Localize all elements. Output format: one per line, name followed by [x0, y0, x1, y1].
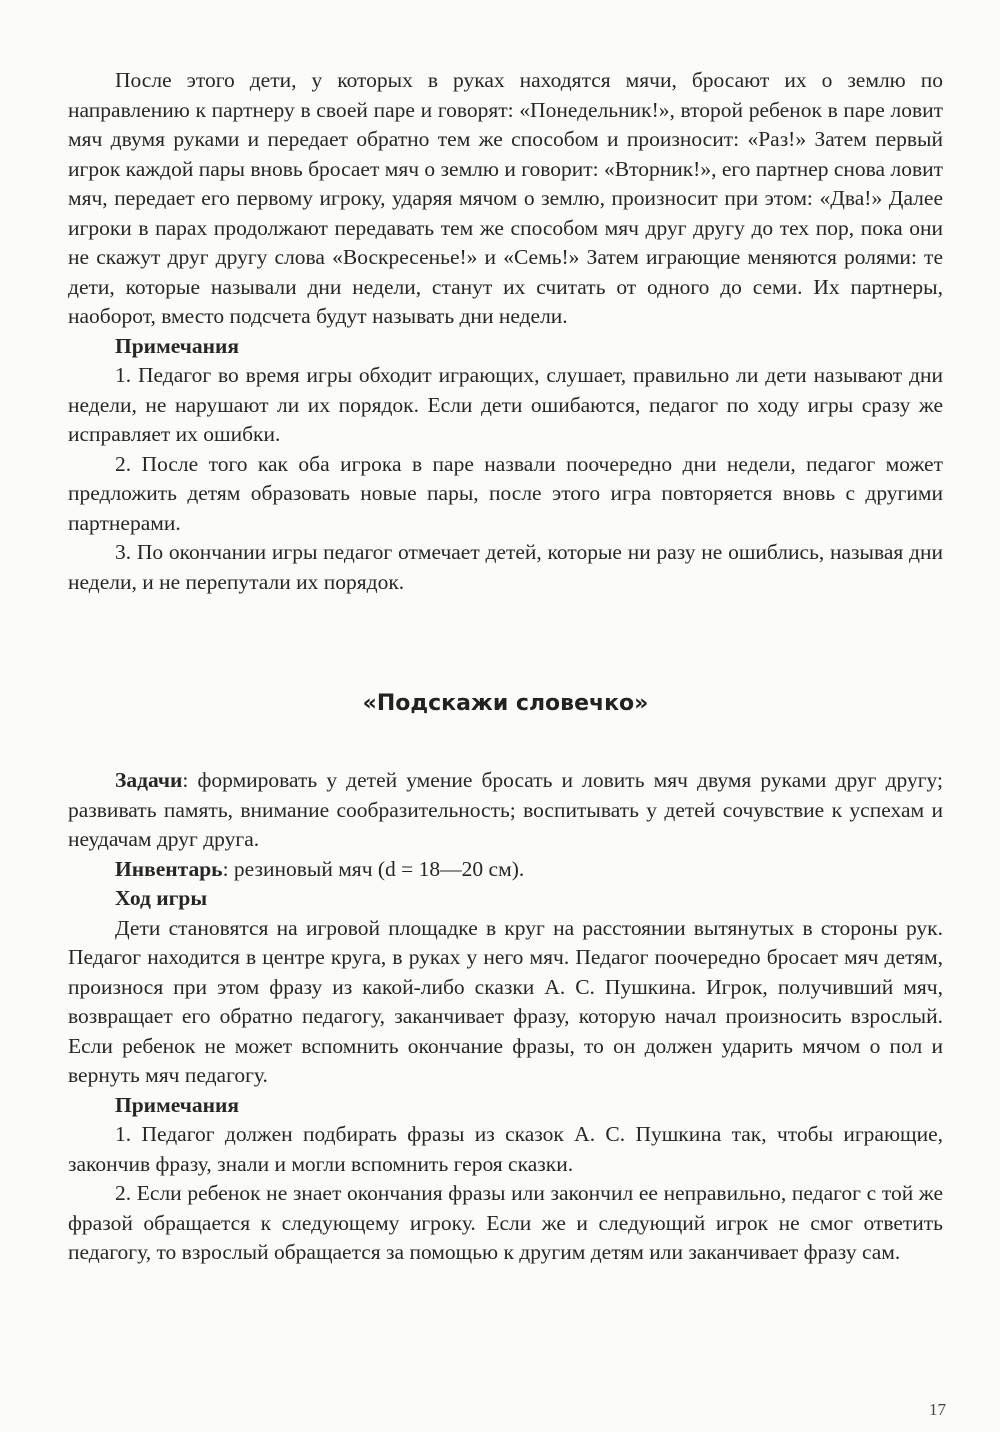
- game-title: «Подскажи словечко»: [362, 691, 649, 716]
- tasks-paragraph: [68, 766, 943, 855]
- note-2-1: 1. Педагог должен подбирать фразы из сказок А. С. Пушкина так, чтобы играющие, закончив фразу, знали и могли вспомнить героя сказки.: [68, 1122, 943, 1176]
- inventory-label: Инвентарь: [115, 856, 223, 881]
- inventory-paragraph: [68, 855, 943, 885]
- page-number: 17: [929, 1400, 946, 1419]
- tasks-text: : формировать у детей умение бросать и ловить мяч двумя руками друг другу; развивать память, внимание сообразительность; воспитывать у детей сочувствие к успехам и неудачам друг друга.: [68, 768, 943, 851]
- notes-heading-1: Примечания: [115, 333, 240, 358]
- inventory-text: : резиновый мяч (d = 18—20 см).: [222, 856, 525, 881]
- note-1-1: 1. Педагог во время игры обходит играющих, слушает, правильно ли дети называют дни недели, не нарушают ли их порядок. Если дети ошибаются, педагог по ходу игры сразу же исправляет их ошибки.: [68, 363, 943, 446]
- note-1-2: 2. После того как оба игрока в паре назвали поочередно дни недели, педагог может предложить детям образовать новые пары, после этого игра повторяется вновь с другими партнерами.: [68, 451, 943, 535]
- course-paragraph: Дети становятся на игровой площадке в круг на расстоянии вытянутых в стороны рук. Педагог находится в центре круга, в руках у него мяч. Педагог поочередно бросает мяч детям, произнося при этом фразу из какой-либо сказки А. С. Пушкина. Игрок, получивший мяч, возвращает его обратно педагогу, заканчивает фразу, которую начал произносить взрослый. Если ребенок не может вспомнить окончание фразы, то он должен ударить мячом о пол и вернуть мяч педагогу.: [68, 915, 943, 1087]
- note-2-2: 2. Если ребенок не знает окончания фразы или закончил ее неправильно, педагог с той же фразой обращается к следующему игроку. Если же и следующий игрок не смог ответить педагогу, то взрослый обращается за помощью к другим детям или заканчивает фразу сам.: [68, 1181, 943, 1264]
- notes-heading-2: Примечания: [115, 1092, 240, 1117]
- course-heading: Ход игры: [115, 886, 208, 910]
- paragraph-intro: После этого дети, у которых в руках находятся мячи, бросают их о землю по направлению к партнеру в своей паре и говорят: «Понедельник!», второй ребенок в паре ловит мяч двумя руками и передает обратно тем же способом и произносит: «Раз!» Затем первый игрок каждой пары вновь бросает мяч о землю и говорит: «Вторник!», его партнер снова ловит мяч, передает его первому игроку, ударяя мячом о землю, произносит при этом: «Два!» Далее игроки в парах продолжают передавать тем же способом мяч друг другу до тех пор, пока они не скажут друг другу слова «Воскресенье!» и «Семь!» Затем играющие меняются ролями: те дети, которые называли дни недели, станут их считать от одного до семи. Их партнеры, наоборот, вместо подсчета будут называть дни недели.: [68, 68, 943, 328]
- note-1-3: 3. По окончании игры педагог отмечает детей, которые ни разу не ошиблись, называя дни недели, и не перепутали их порядок.: [68, 540, 943, 594]
- tasks-label: Задачи: [115, 768, 183, 792]
